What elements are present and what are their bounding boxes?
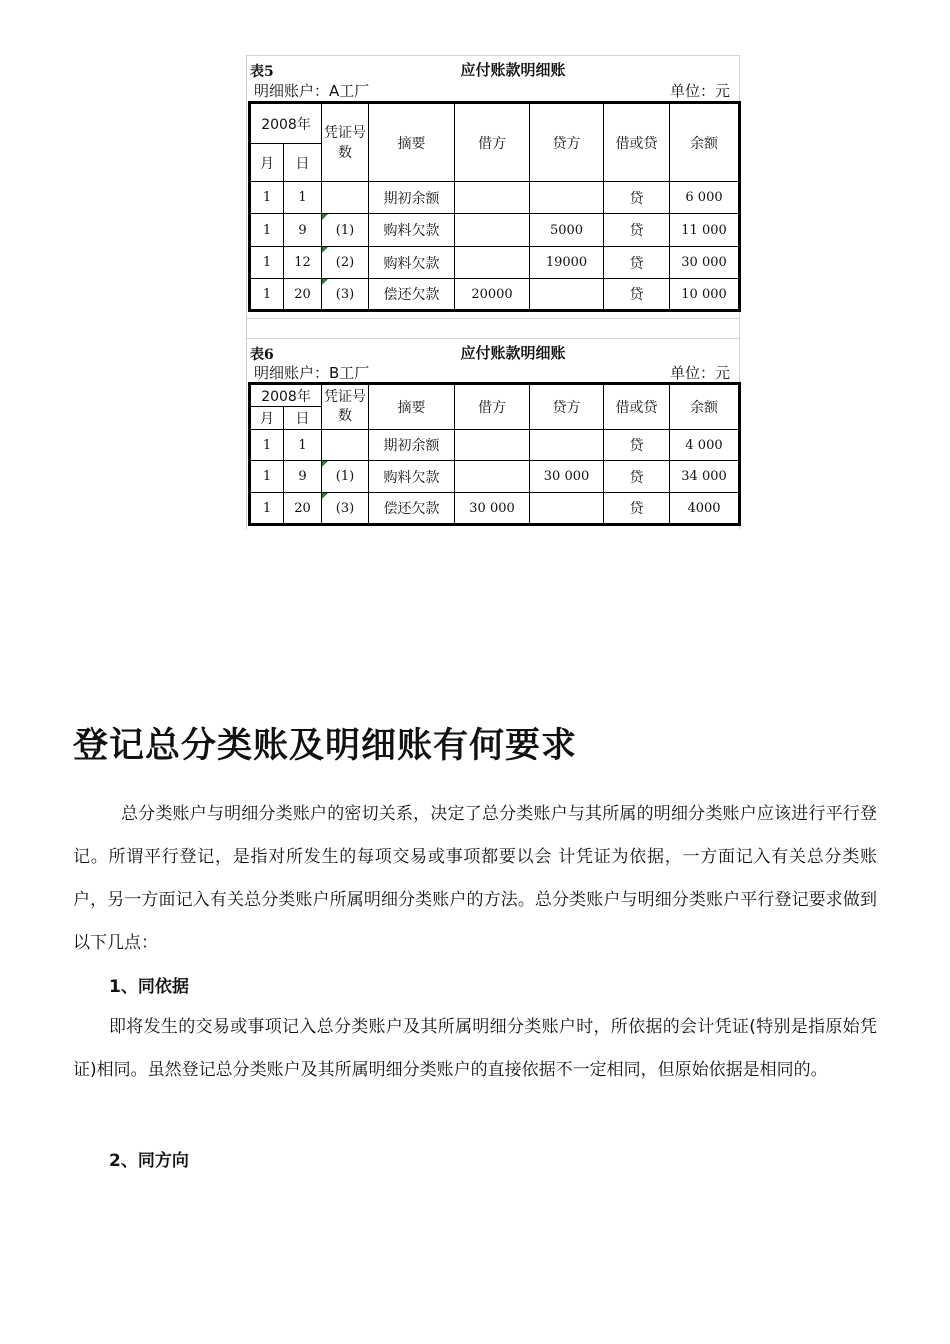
day-header: 日 bbox=[284, 407, 322, 430]
account-name: 明细账户：A工厂 bbox=[254, 82, 370, 100]
credit-cell bbox=[530, 493, 604, 525]
debit-cell bbox=[455, 214, 530, 247]
month-cell: 1 bbox=[250, 430, 284, 461]
table-title: 应付账款明细账 bbox=[460, 344, 566, 362]
direction-cell: 贷 bbox=[604, 214, 670, 247]
balance-cell: 4000 bbox=[670, 493, 740, 525]
direction-cell: 贷 bbox=[604, 279, 670, 311]
unit-label: 单位：元 bbox=[669, 364, 730, 382]
year-header: 2008年 bbox=[250, 103, 322, 144]
ledger-image bbox=[246, 55, 740, 529]
balance-cell: 4 000 bbox=[670, 430, 740, 461]
table-row bbox=[250, 461, 740, 493]
section-heading: 1、同依据 bbox=[109, 977, 189, 997]
voucher-cell bbox=[322, 430, 369, 461]
day-cell: 12 bbox=[284, 247, 322, 279]
balance-cell: 30 000 bbox=[670, 247, 740, 279]
balance-cell: 34 000 bbox=[670, 461, 740, 493]
ledger-table bbox=[248, 382, 741, 526]
debit-cell bbox=[455, 247, 530, 279]
table-row bbox=[250, 214, 740, 247]
voucher-cell: (3) bbox=[322, 493, 369, 525]
table-caption: 表5 bbox=[250, 64, 274, 80]
table-row bbox=[250, 247, 740, 279]
debit-header: 借方 bbox=[455, 103, 530, 182]
direction-cell: 贷 bbox=[604, 182, 670, 214]
direction-header: 借或贷 bbox=[604, 384, 670, 430]
balance-header: 余额 bbox=[670, 103, 740, 182]
direction-cell: 贷 bbox=[604, 430, 670, 461]
balance-header: 余额 bbox=[670, 384, 740, 430]
month-cell: 1 bbox=[250, 182, 284, 214]
table-row bbox=[250, 182, 740, 214]
table-row bbox=[250, 279, 740, 311]
table-row bbox=[250, 430, 740, 461]
debit-cell: 20000 bbox=[455, 279, 530, 311]
table-caption: 表6 bbox=[250, 347, 274, 363]
debit-cell bbox=[455, 461, 530, 493]
day-header: 日 bbox=[284, 144, 322, 182]
voucher-header: 凭证号数 bbox=[322, 384, 369, 430]
section-paragraph: 即将发生的交易或事项记入总分类账户及其所属明细分类账户时，所依据的会计凭证(特别是指原始凭证)相同。虽然登记总分类账户及其所属明细分类账户的直接依据不一定相同，但原始依据是相同的。 bbox=[73, 1017, 877, 1080]
article-title: 登记总分类账及明细账有何要求 bbox=[73, 726, 578, 766]
debit-header: 借方 bbox=[455, 384, 530, 430]
direction-cell: 贷 bbox=[604, 493, 670, 525]
table-title: 应付账款明细账 bbox=[460, 61, 566, 79]
balance-cell: 6 000 bbox=[670, 182, 740, 214]
voucher-cell: (1) bbox=[322, 461, 369, 493]
credit-cell bbox=[530, 430, 604, 461]
debit-cell bbox=[455, 182, 530, 214]
credit-cell bbox=[530, 182, 604, 214]
credit-cell: 30 000 bbox=[530, 461, 604, 493]
credit-header: 贷方 bbox=[530, 384, 604, 430]
balance-cell: 11 000 bbox=[670, 214, 740, 247]
direction-cell: 贷 bbox=[604, 247, 670, 279]
month-cell: 1 bbox=[250, 279, 284, 311]
debit-cell bbox=[455, 430, 530, 461]
voucher-cell: (2) bbox=[322, 247, 369, 279]
account-name: 明细账户：B工厂 bbox=[254, 364, 370, 382]
summary-cell: 购料欠款 bbox=[369, 247, 455, 279]
summary-header: 摘要 bbox=[369, 103, 455, 182]
direction-cell: 贷 bbox=[604, 461, 670, 493]
day-cell: 20 bbox=[284, 279, 322, 311]
ledger-table bbox=[248, 101, 741, 312]
summary-cell: 期初余额 bbox=[369, 430, 455, 461]
month-cell: 1 bbox=[250, 247, 284, 279]
credit-cell bbox=[530, 279, 604, 311]
summary-cell: 购料欠款 bbox=[369, 214, 455, 247]
day-cell: 9 bbox=[284, 214, 322, 247]
day-cell: 1 bbox=[284, 182, 322, 214]
day-cell: 1 bbox=[284, 430, 322, 461]
section-heading: 2、同方向 bbox=[109, 1151, 189, 1171]
month-cell: 1 bbox=[250, 461, 284, 493]
unit-label: 单位：元 bbox=[669, 82, 730, 100]
credit-cell: 5000 bbox=[530, 214, 604, 247]
month-header: 月 bbox=[250, 144, 284, 182]
voucher-cell bbox=[322, 182, 369, 214]
direction-header: 借或贷 bbox=[604, 103, 670, 182]
credit-header: 贷方 bbox=[530, 103, 604, 182]
voucher-header: 凭证号数 bbox=[322, 103, 369, 182]
summary-header: 摘要 bbox=[369, 384, 455, 430]
year-header: 2008年 bbox=[250, 384, 322, 407]
summary-cell: 购料欠款 bbox=[369, 461, 455, 493]
month-cell: 1 bbox=[250, 493, 284, 525]
summary-cell: 偿还欠款 bbox=[369, 279, 455, 311]
credit-cell: 19000 bbox=[530, 247, 604, 279]
balance-cell: 10 000 bbox=[670, 279, 740, 311]
intro-paragraph: 总分类账户与明细分类账户的密切关系，决定了总分类账户与其所属的明细分类账户应该进行平行登记。所谓平行登记，是指对所发生的每项交易或事项都要以会 计凭证为依据，一方面记入有关总分类账户，另一方面记入有关总分类账户所属明细分类账户的方法。总分类账户与明细分类账户平行登记要求做到以下几点： bbox=[73, 804, 877, 953]
month-cell: 1 bbox=[250, 214, 284, 247]
voucher-cell: (1) bbox=[322, 214, 369, 247]
summary-cell: 偿还欠款 bbox=[369, 493, 455, 525]
debit-cell: 30 000 bbox=[455, 493, 530, 525]
month-header: 月 bbox=[250, 407, 284, 430]
voucher-cell: (3) bbox=[322, 279, 369, 311]
table-row bbox=[250, 493, 740, 525]
day-cell: 20 bbox=[284, 493, 322, 525]
summary-cell: 期初余额 bbox=[369, 182, 455, 214]
day-cell: 9 bbox=[284, 461, 322, 493]
